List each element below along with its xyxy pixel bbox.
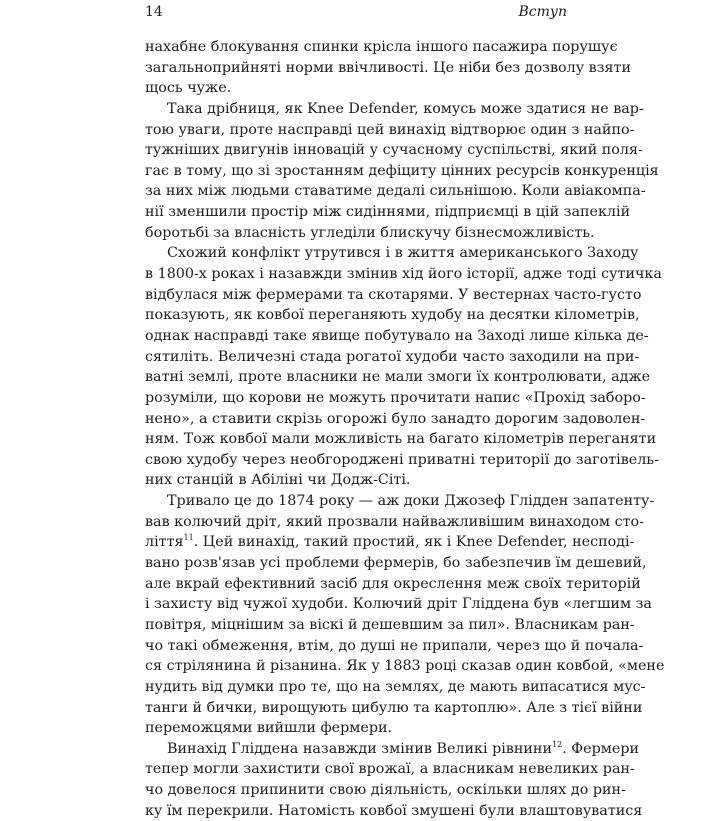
- text-run: ватні землі, проте власники не мали змоги їх контролювати, адже: [145, 369, 651, 386]
- text-line: [145, 429, 657, 450]
- text-line: [145, 120, 635, 141]
- running-head: Вступ: [518, 4, 567, 20]
- text-line: [145, 470, 567, 491]
- text-run: боротьбі за власність угледіли блискучу бізнесможливість.: [145, 224, 595, 241]
- text-line: [145, 698, 643, 719]
- text-line: [145, 780, 626, 801]
- text-line: [145, 285, 642, 306]
- text-run: вано розв'язав усі проблеми фермерів, бо забезпечив їм дешевий,: [145, 555, 647, 572]
- text-run: Схожий конфлікт утрутився і в життя американського Заходу: [167, 245, 639, 262]
- text-line: [145, 532, 635, 553]
- text-run: нахабне блокування спинки крісла іншого пасажира порушує: [145, 39, 618, 55]
- text-line: [145, 574, 641, 595]
- text-run: вав колючий дріт, який прозвали найважливішим винаходом сто-: [145, 513, 644, 530]
- text-line: [145, 78, 567, 99]
- text-line: [145, 161, 659, 182]
- text-line: [145, 243, 639, 264]
- text-run: чо довелося припинити свою діяльність, оскільки шлях до рин-: [145, 782, 626, 799]
- text-line: [145, 223, 595, 244]
- page-number: 14: [145, 4, 163, 20]
- footnote-ref: 11: [183, 533, 194, 543]
- footnote-ref: 12: [551, 740, 563, 750]
- text-run: Винахід Гліддена назавжди змінив Великі рівнини: [167, 740, 552, 757]
- text-run: за них між людьми ставатиме дедалі сильнішою. Коли авіакомпа-: [145, 183, 646, 200]
- text-run: нії зменшили простір між сидіннями, підприємці в цій запеклій: [145, 204, 631, 221]
- text-run: показують, як ковбої переганяють худобу на десятки кілометрів,: [145, 307, 640, 324]
- text-line: [145, 636, 644, 657]
- text-line: [145, 347, 640, 368]
- text-run: нудить від думки про те, що на землях, де мають випасатися мус-: [145, 678, 646, 695]
- text-run: повітря, міцнішим за віскі й дешевшим за пил». Власникам ран-: [145, 616, 635, 633]
- text-line: [145, 388, 646, 409]
- text-run: і захисту від чужої худоби. Колючий дріт Гліддена був «легшим за: [145, 596, 652, 613]
- text-run: однак насправді таке явище побутувало на Заході лише кілька де-: [145, 327, 649, 344]
- body-text: [145, 37, 665, 821]
- text-run: танги й бички, вирощують цибулю та картоплю». Але з тієї війни: [145, 699, 643, 716]
- text-run: загальноприйняті норми ввічливості. Це ніби без дозволу взяти: [145, 59, 631, 76]
- text-run: відбулася між фермерами та скотарями. У вестернах часто-густо: [145, 286, 642, 303]
- text-line: [145, 739, 640, 760]
- text-line: [145, 759, 635, 780]
- text-line: [145, 615, 635, 636]
- text-line: [145, 801, 643, 821]
- text-run: гає в тому, що зі зростанням дефіциту цінних ресурсів конкуренція: [145, 162, 659, 179]
- text-run: розуміли, що корови не можуть прочитати напис «Прохід заборо-: [145, 389, 646, 406]
- text-run: але вкрай ефективний засіб для окреслення меж своїх територій: [145, 575, 641, 592]
- text-line: [145, 718, 567, 739]
- text-run: чо такі обмеження, втім, до душі не припали, через що й почала-: [145, 637, 644, 654]
- text-line: [145, 140, 643, 161]
- text-run: ку їм перекрили. Натомість ковбої змушені були влаштовуватися: [145, 802, 643, 819]
- text-line: [145, 326, 649, 347]
- text-line: [145, 409, 646, 430]
- text-line: [145, 264, 662, 285]
- text-line: [145, 181, 646, 202]
- text-run: щось чуже.: [145, 80, 232, 97]
- text-run: Така дрібниця, як Knee Defender, комусь може здатися не вар-: [167, 100, 644, 117]
- text-run: Тривало це до 1874 року — аж доки Джозеф Глідден запатенту-: [167, 493, 655, 510]
- text-line: [145, 656, 665, 677]
- text-run: . Цей винахід, такий простий, як і Knee Defender, несподі-: [193, 534, 635, 551]
- text-run: сятиліть. Величезні стада рогатої худоби часто заходили на при-: [145, 348, 640, 365]
- text-line: [145, 491, 655, 512]
- text-run: тужніших двигунів інновацій у сучасному суспільстві, який поля-: [145, 142, 643, 159]
- text-line: [145, 58, 631, 79]
- text-line: [145, 450, 659, 471]
- text-run: ням. Тож ковбої мали можливість на багато кілометрів переганяти: [145, 431, 657, 448]
- text-line: [145, 202, 631, 223]
- text-run: тепер могли захистити свої врожаї, а власникам невеликих ран-: [145, 761, 635, 778]
- text-run: ліття: [145, 534, 184, 551]
- text-run: тою уваги, проте насправді цей винахід відтворює один з найпо-: [145, 121, 635, 138]
- text-line: [145, 37, 618, 58]
- text-run: . Фермери: [562, 740, 640, 757]
- text-line: [145, 305, 640, 326]
- text-run: свою худобу через необгороджені приватні території до заготівель-: [145, 451, 659, 468]
- text-run: нено», а ставити скрізь огорожі було занадто дорогим задоволен-: [145, 410, 646, 427]
- text-line: [145, 99, 644, 120]
- text-line: [145, 512, 644, 533]
- text-run: в 1800-х роках і назавжди змінив хід його історії, адже тоді сутичка: [145, 266, 662, 283]
- text-line: [145, 677, 646, 698]
- text-line: [145, 367, 651, 388]
- text-run: них станцій в Абіліні чи Додж-Сіті.: [145, 472, 411, 489]
- text-line: [145, 553, 647, 574]
- page-header: [145, 4, 567, 26]
- text-run: переможцями вийшли фермери.: [145, 720, 393, 737]
- text-run: ся стрілянина й різанина. Як у 1883 році сказав один ковбой, «мене: [145, 658, 665, 675]
- text-line: [145, 594, 652, 615]
